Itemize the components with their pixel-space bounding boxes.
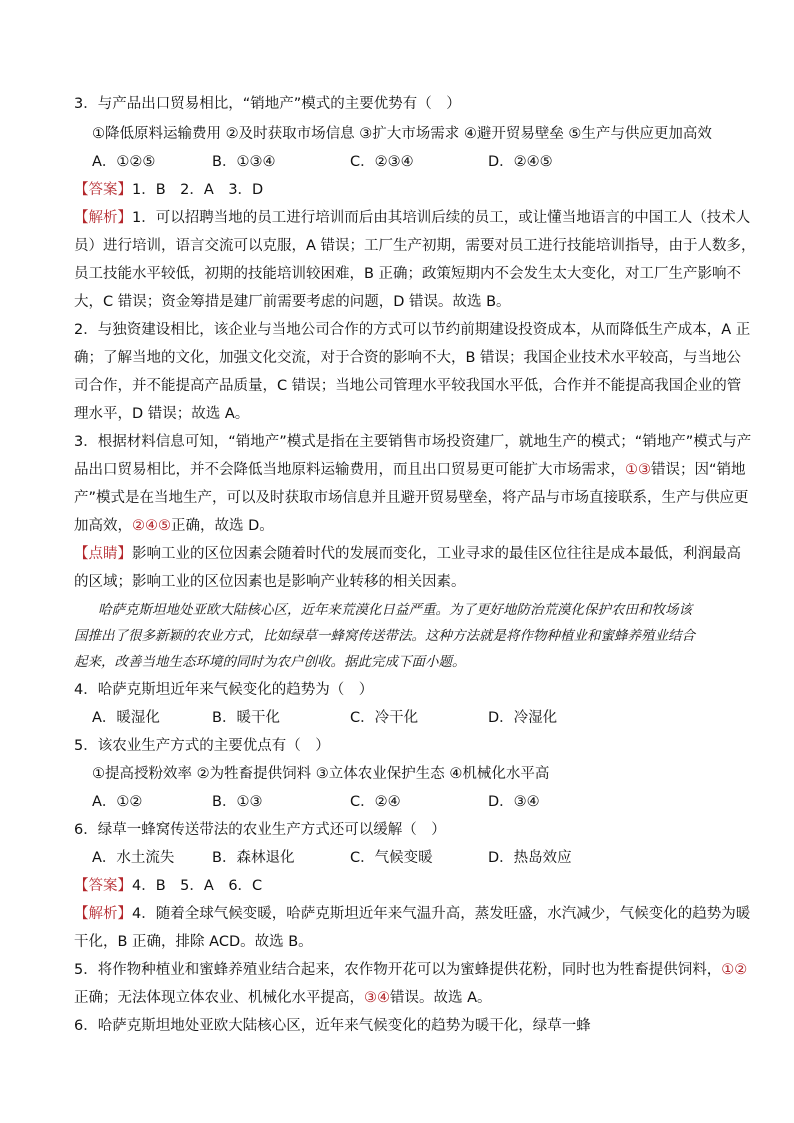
q4-option-d: D．冷湿化 — [488, 710, 558, 726]
wrong-markers: ③④ — [364, 990, 390, 1006]
answer-text: 4．B 5．A 6．C — [132, 878, 263, 894]
q4-option-c: C．冷干化 — [350, 710, 419, 726]
analysis-line: 产”模式是在当地生产，可以及时获取市场信息并且避开贸易壁垒，将产品与市场直接联系，生产与供应更 — [74, 490, 749, 506]
material-line: 哈萨克斯坦地处亚欧大陆核心区，近年来荒漠化日益严重。为了更好地防治荒漠化保护农田和牧场该 — [98, 602, 692, 618]
answer-text: 1．B 2．A 3．D — [132, 182, 264, 198]
analysis-line: 大，C 错误；资金筹措是建厂前需要考虑的问题，D 错误。故选 B。 — [74, 294, 511, 310]
analysis-line: 2．与独资建设相比，该企业与当地公司合作的方式可以节约前期建设投资成本，从而降低生产成本，A 正 — [74, 322, 751, 338]
analysis-line: 理水平，D 错误；故选 A。 — [74, 406, 250, 422]
analysis-line: 错误。故选 A。 — [390, 990, 492, 1006]
answer-tag: 【答案】 — [74, 878, 132, 894]
analysis-line: 加高效， — [74, 518, 132, 534]
q3-option-b: B．①③④ — [212, 154, 276, 170]
analysis-line: 1．可以招聘当地的员工进行培训而后由其培训后续的员工，或让懂当地语言的中国工人（技术人 — [132, 210, 751, 226]
comment-tag: 【点睛】 — [74, 546, 132, 562]
q4-option-a: A．暖湿化 — [92, 710, 160, 726]
analysis-line: 错误；因“销地 — [651, 462, 746, 478]
analysis-tag: 【解析】 — [74, 906, 132, 922]
correct-markers: ①② — [721, 962, 748, 978]
q4-option-b: B．暖干化 — [212, 710, 280, 726]
analysis-line: 司合作，并不能提高产品质量，C 错误；当地公司管理水平较我国水平低，合作并不能提高我国企业的管 — [74, 378, 742, 394]
q3-option-d: D．②④⑤ — [488, 154, 553, 170]
q5-stem: 5．该农业生产方式的主要优点有（ ） — [74, 738, 330, 754]
analysis-line: 3．根据材料信息可知，“销地产”模式是指在主要销售市场投资建厂，就地生产的模式；“销地产”模式与产 — [74, 434, 752, 450]
q6-option-c: C．气候变暖 — [350, 850, 433, 866]
analysis-line: 员）进行培训，语言交流可以克服，A 错误；工厂生产初期，需要对员工进行技能培训指导，由于人数多， — [74, 238, 756, 254]
analysis-line: 正确，故选 D。 — [171, 518, 274, 534]
q4-stem: 4．哈萨克斯坦近年来气候变化的趋势为（ ） — [74, 682, 374, 698]
comment-line: 影响工业的区位因素会随着时代的发展而变化，工业寻求的最佳区位往往是成本最低，利润最高 — [132, 546, 741, 562]
q6-stem: 6．绿草一蜂窝传送带法的农业生产方式还可以缓解（ ） — [74, 822, 446, 838]
wrong-markers: ①③ — [625, 462, 651, 478]
q5-items: ①提高授粉效率 ②为牲畜提供饲料 ③立体农业保护生态 ④机械化水平高 — [92, 766, 550, 782]
analysis-line: 6．哈萨克斯坦地处亚欧大陆核心区，近年来气候变化的趋势为暖干化，绿草一蜂 — [74, 1018, 591, 1034]
answer-2 — [74, 876, 262, 896]
q3-stem: 3．与产品出口贸易相比，“销地产”模式的主要优势有（ ） — [74, 96, 461, 112]
analysis-line: 确；了解当地的文化，加强文化交流，对于合资的影响不大，B 错误；我国企业技术水平较高，与当地公 — [74, 350, 742, 366]
analysis-line: 干化，B 正确，排除 ACD。故选 B。 — [74, 934, 313, 950]
q6-option-d: D．热岛效应 — [488, 850, 572, 866]
analysis-line: 5．将作物种植业和蜜蜂养殖业结合起来，农作物开花可以为蜜蜂提供花粉，同时也为牲畜提供饲料， — [74, 962, 722, 978]
q5-option-c: C．②④ — [350, 794, 401, 810]
q3-option-a: A．①②⑤ — [92, 154, 156, 170]
answer-1 — [74, 180, 263, 200]
analysis-line: 4．随着全球气候变暖，哈萨克斯坦近年来气温升高，蒸发旺盛，水汽减少，气候变化的趋势为暖 — [132, 906, 751, 922]
answer-tag: 【答案】 — [74, 182, 132, 198]
analysis-line: 员工技能水平较低，初期的技能培训较困难，B 正确；政策短期内不会发生太大变化，对工厂生产影响不 — [74, 266, 742, 282]
analysis-tag: 【解析】 — [74, 210, 132, 226]
material-line: 起来，改善当地生态环境的同时为农户创收。据此完成下面小题。 — [74, 654, 466, 670]
q5-option-d: D．③④ — [488, 794, 540, 810]
material-line: 国推出了很多新颖的农业方式，比如绿草一蜂窝传送带法。这种方法就是将作物种植业和蜜蜂养殖业结合 — [74, 628, 695, 644]
q3-option-c: C．②③④ — [350, 154, 414, 170]
q5-option-b: B．①③ — [212, 794, 263, 810]
q6-option-b: B．森林退化 — [212, 850, 295, 866]
comment-line: 的区域；影响工业的区位因素也是影响产业转移的相关因素。 — [74, 574, 466, 590]
analysis-line: 品出口贸易相比，并不会降低当地原料运输费用，而且出口贸易更可能扩大市场需求， — [74, 462, 625, 478]
q5-option-a: A．①② — [92, 794, 143, 810]
correct-markers: ②④⑤ — [132, 518, 171, 534]
analysis-line: 正确；无法体现立体农业、机械化水平提高， — [74, 990, 364, 1006]
q6-option-a: A．水土流失 — [92, 850, 175, 866]
q3-items: ①降低原料运输费用 ②及时获取市场信息 ③扩大市场需求 ④避开贸易壁垒 ⑤生产与供应更加高效 — [92, 126, 712, 142]
